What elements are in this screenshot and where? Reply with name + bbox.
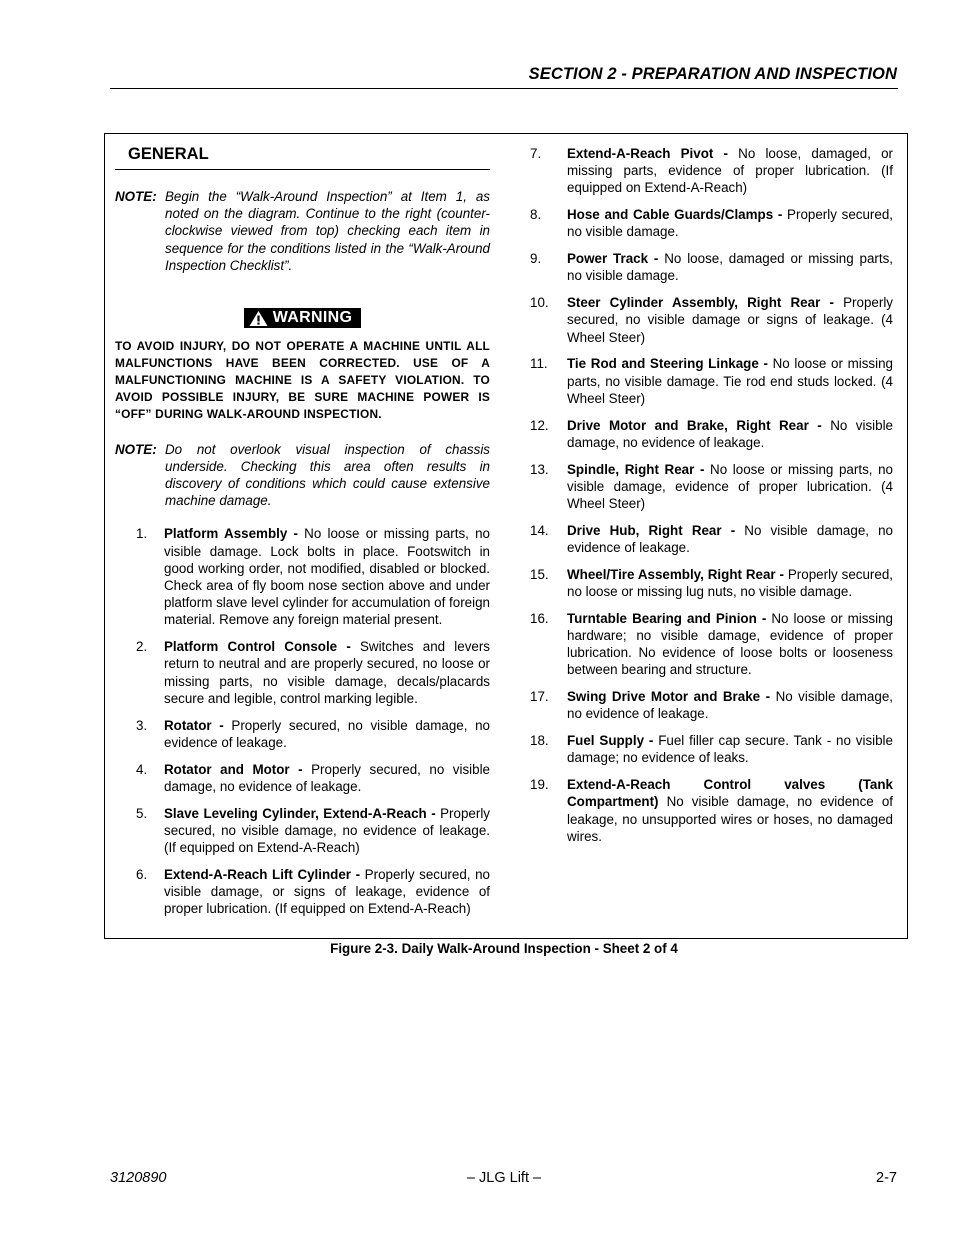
item-text: Properly secured, no visible damage, or signs of leakage, evidence of proper lubrication. (If equipped on Extend-A-Reach) bbox=[164, 866, 490, 917]
warning-label: WARNING bbox=[272, 309, 353, 327]
item-text: No loose or missing hardware; no visible damage, evidence of proper lubrication. No evidence of loose bolts or looseness between bearing and structure. bbox=[567, 610, 894, 678]
item-number: 7. bbox=[530, 146, 542, 161]
inspection-item bbox=[530, 355, 893, 407]
item-title: Slave Leveling Cylinder, Extend-A-Reach - bbox=[164, 805, 436, 821]
inspection-item bbox=[530, 522, 893, 556]
item-title: Hose and Cable Guards/Clamps - bbox=[567, 207, 783, 223]
item-number: 2. bbox=[136, 639, 148, 655]
item-text: Properly secured, no visible damage, no evidence of leakage. bbox=[164, 761, 490, 794]
inspection-item bbox=[136, 717, 490, 751]
item-title: Platform Control Console - bbox=[164, 639, 351, 655]
inspection-item bbox=[136, 866, 490, 918]
item-title: Platform Assembly - bbox=[164, 526, 298, 542]
item-title: Steer Cylinder Assembly, Right Rear - bbox=[567, 295, 834, 311]
warning-block bbox=[115, 308, 490, 332]
inspection-list-right bbox=[530, 145, 893, 845]
note-walkaround-start bbox=[115, 188, 490, 274]
item-title: Drive Hub, Right Rear - bbox=[567, 522, 736, 538]
figure-caption: Figure 2-3. Daily Walk-Around Inspection - Sheet 2 of 4 bbox=[330, 941, 678, 956]
item-title: Extend-A-Reach Pivot - bbox=[567, 146, 728, 161]
inspection-list-left bbox=[115, 525, 490, 917]
inspection-item bbox=[530, 145, 893, 197]
note-label: NOTE: bbox=[115, 189, 157, 204]
note-chassis-underside bbox=[115, 441, 490, 510]
note-text: Do not overlook visual inspection of chassis underside. Checking this area often results in discovery of conditions which could cause extensive machine damage. bbox=[165, 441, 490, 509]
item-text: Properly secured, no visible damage or signs of leakage. (4 Wheel Steer) bbox=[567, 295, 893, 345]
right-column bbox=[530, 145, 893, 855]
note-text: Begin the “Walk-Around Inspection” at Item 1, as noted on the diagram. Continue to the right (counter-clockwise viewed from top) checking each item in sequence for the conditions listed in the “Walk-Around Inspection Checklist”. bbox=[165, 189, 490, 273]
note-label: NOTE: bbox=[115, 441, 157, 457]
inspection-item bbox=[136, 761, 490, 795]
inspection-item bbox=[136, 525, 490, 628]
item-number: 13. bbox=[530, 461, 549, 477]
warning-triangle-icon bbox=[249, 310, 268, 327]
item-number: 9. bbox=[530, 251, 542, 267]
footer-doc-number: 3120890 bbox=[110, 1170, 167, 1186]
item-number: 5. bbox=[136, 805, 148, 821]
item-text: No loose or missing parts, no visible damage, evidence of proper lubrication. (4 Wheel Steer) bbox=[567, 461, 894, 512]
item-title: Rotator - bbox=[164, 717, 224, 733]
inspection-item bbox=[530, 776, 893, 845]
item-number: 17. bbox=[530, 689, 549, 705]
item-text: No visible damage, no evidence of leakage. bbox=[567, 417, 893, 450]
item-number: 16. bbox=[530, 610, 549, 626]
inspection-item bbox=[530, 206, 893, 240]
item-number: 4. bbox=[136, 761, 148, 777]
inspection-item bbox=[530, 688, 893, 722]
item-title: Power Track - bbox=[567, 251, 659, 267]
inspection-item bbox=[530, 610, 893, 679]
inspection-item bbox=[530, 250, 893, 284]
item-text: Fuel filler cap secure. Tank - no visible damage; no evidence of leaks. bbox=[567, 733, 893, 766]
item-title: Wheel/Tire Assembly, Right Rear - bbox=[567, 566, 784, 582]
inspection-item bbox=[136, 805, 490, 857]
item-text: No loose or missing parts, no visible damage. Tie rod end studs locked. (4 Wheel Steer) bbox=[567, 356, 893, 406]
item-number: 6. bbox=[136, 866, 148, 882]
item-number: 1. bbox=[136, 526, 148, 542]
item-title: Fuel Supply - bbox=[567, 733, 654, 749]
item-number: 12. bbox=[530, 417, 549, 433]
item-text: No loose, damaged, or missing parts, evidence of proper lubrication. (If equipped on Extend-A-Reach) bbox=[567, 146, 894, 196]
left-column bbox=[115, 145, 490, 927]
warning-badge bbox=[244, 308, 361, 328]
item-text: Properly secured, no visible damage. bbox=[567, 207, 893, 240]
item-number: 8. bbox=[530, 207, 542, 223]
item-number: 19. bbox=[530, 777, 549, 793]
item-number: 10. bbox=[530, 295, 549, 311]
inspection-item bbox=[530, 566, 893, 600]
item-title: Extend-A-Reach Control valves (Tank Compartment) bbox=[567, 777, 893, 810]
item-text: Switches and levers return to neutral and are properly secured, no loose or missing parts, no visible damage, decals/placards secure and legible, control marking legible. bbox=[164, 639, 490, 706]
item-title: Swing Drive Motor and Brake - bbox=[567, 689, 771, 705]
inspection-item bbox=[530, 294, 893, 346]
inspection-item bbox=[530, 461, 893, 513]
item-title: Rotator and Motor - bbox=[164, 761, 303, 777]
item-number: 18. bbox=[530, 733, 549, 749]
inspection-item bbox=[136, 638, 490, 707]
item-title: Spindle, Right Rear - bbox=[567, 461, 705, 477]
item-text: No loose, damaged or missing parts, no visible damage. bbox=[567, 251, 893, 284]
item-text: Properly secured, no visible damage, no evidence of leakage. (If equipped on Extend-A-Reach) bbox=[164, 805, 490, 855]
warning-text: TO AVOID INJURY, DO NOT OPERATE A MACHINE UNTIL ALL MALFUNCTIONS HAVE BEEN CORRECTED. USE OF A MALFUNCTIONING MACHINE IS A SAFETY VIOLATION. TO AVOID POSSIBLE INJURY, BE SURE MACHINE POWER IS “OFF” DURING WALK-AROUND INSPECTION. bbox=[115, 338, 490, 422]
item-title: Drive Motor and Brake, Right Rear - bbox=[567, 417, 822, 433]
item-text: No loose or missing parts, no visible damage. Lock bolts in place. Footswitch in good working order, not modified, disabled or blocked. Check area of fly boom nose section above and under platform slave level cylinder for accumulation of foreign material. Remove any foreign material present. bbox=[164, 526, 490, 628]
item-number: 11. bbox=[530, 356, 548, 372]
item-text: Properly secured, no visible damage, no evidence of leakage. bbox=[164, 717, 490, 750]
item-number: 15. bbox=[530, 566, 549, 582]
item-text: No visible damage, no evidence of leakage. bbox=[567, 522, 894, 556]
header-rule bbox=[110, 88, 898, 89]
inspection-item bbox=[530, 732, 893, 766]
item-text: No visible damage, no evidence of leakage. bbox=[567, 689, 893, 722]
footer-publisher: – JLG Lift – bbox=[466, 1170, 542, 1186]
item-title: Extend-A-Reach Lift Cylinder - bbox=[164, 866, 361, 882]
footer-page-number: 2-7 bbox=[876, 1170, 897, 1186]
item-text: Properly secured, no loose or missing lug nuts, no visible damage. bbox=[567, 566, 893, 600]
item-title: Tie Rod and Steering Linkage - bbox=[567, 356, 768, 372]
section-title: SECTION 2 - PREPARATION AND INSPECTION bbox=[528, 65, 897, 83]
item-number: 14. bbox=[530, 522, 549, 538]
item-text: No visible damage, no evidence of leakage, no unsupported wires or hoses, no damaged wires. bbox=[567, 794, 893, 844]
inspection-item bbox=[530, 417, 893, 451]
general-heading: GENERAL bbox=[115, 145, 490, 170]
item-title: Turntable Bearing and Pinion - bbox=[567, 610, 767, 626]
item-number: 3. bbox=[136, 717, 148, 733]
